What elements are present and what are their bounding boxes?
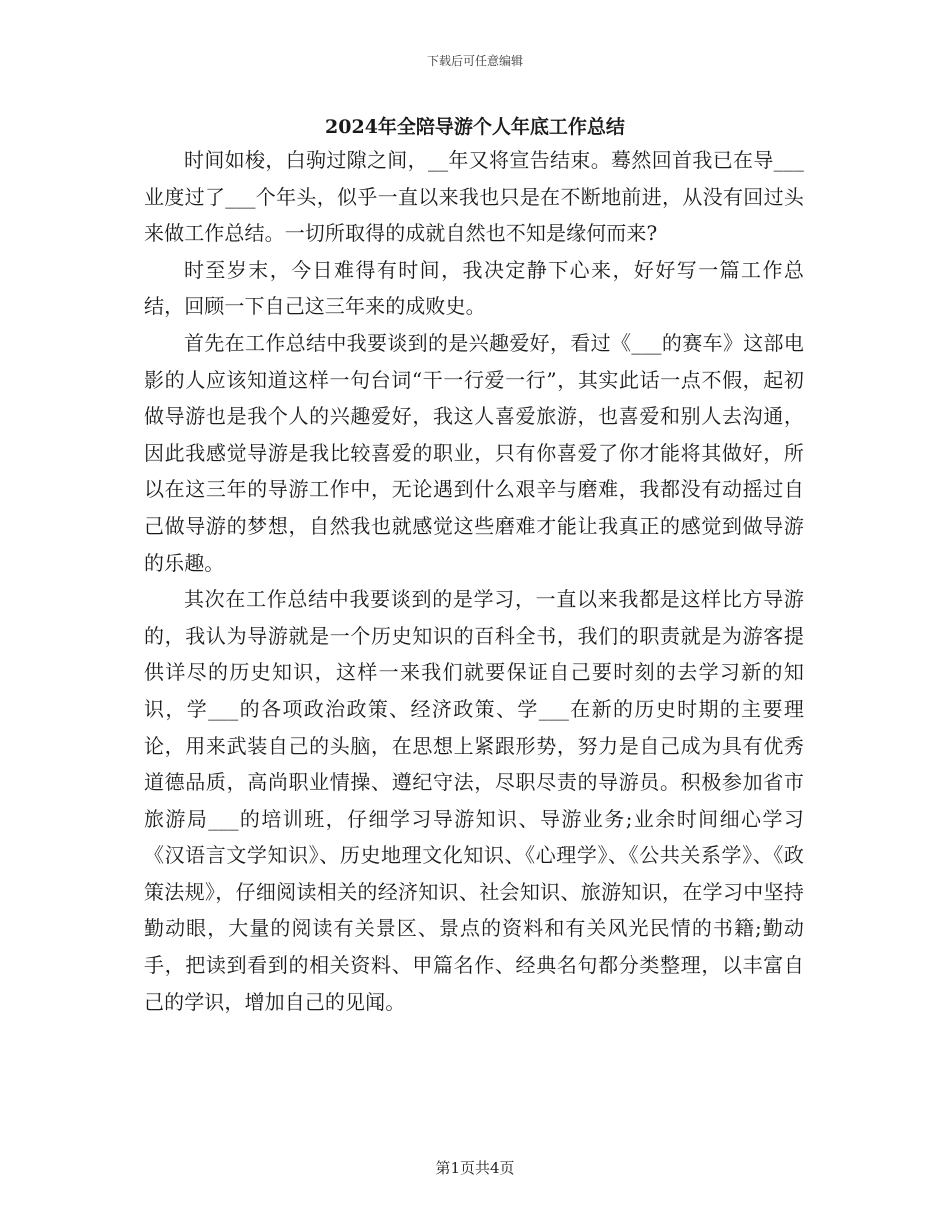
page-number-footer: 第1页共4页 [435, 1159, 515, 1177]
document-title: 2024年全陪导游个人年底工作总结 [325, 116, 625, 138]
paragraph-1: 时间如梭，白驹过隙之间，__年又将宣告结束。蓦然回首我已在导___业度过了___个年头，似乎一直以来我也只是在不断地前进，从没有回过头来做工作总结。一切所取得的成就自然也不知是缘何而来? [144, 148, 804, 246]
paragraph-4: 其次在工作总结中我要谈到的是学习，一直以来我都是这样比方导游的，我认为导游就是一个历史知识的百科全书，我们的职责就是为游客提供详尽的历史知识，这样一来我们就要保证自己要时刻的去学习新的知识，学___的各项政治政策、经济政策、学___在新的历史时期的主要理论，用来武装自己的头脑，在思想上紧跟形势，努力是自己成为具有优秀道德品质，高尚职业情操、遵纪守法，尽职尽责的导游员。积极参加省市旅游局___的培训班，仔细学习导游知识、导游业务;业余时间细心学习《汉语言文学知识》、历史地理文化知识、《心理学》、《公共关系学》、《政策法规》，仔细阅读相关的经济知识、社会知识、旅游知识，在学习中坚持勤动眼，大量的阅读有关景区、景点的资料和有关风光民情的书籍;勤动手，把读到看到的相关资料、甲篇名作、经典名句都分类整理，以丰富自己的学识，增加自己的见闻。 [144, 587, 804, 1014]
document-body [144, 142, 804, 1020]
paragraph-2: 时至岁末，今日难得有时间，我决定静下心来，好好写一篇工作总结，回顾一下自己这三年来的成败史。 [144, 257, 804, 319]
paragraph-3: 首先在工作总结中我要谈到的是兴趣爱好，看过《___的赛车》这部电影的人应该知道这样一句台词“干一行爱一行”，其实此话一点不假，起初做导游也是我个人的兴趣爱好，我这人喜爱旅游，也喜爱和别人去沟通，因此我感觉导游是我比较喜爱的职业，只有你喜爱了你才能将其做好，所以在这三年的导游工作中，无论遇到什么艰辛与磨难，我都没有动摇过自己做导游的梦想，自然我也就感觉这些磨难才能让我真正的感觉到做导游的乐趣。 [144, 330, 804, 575]
page-header-note: 下载后可任意编辑 [426, 54, 523, 68]
